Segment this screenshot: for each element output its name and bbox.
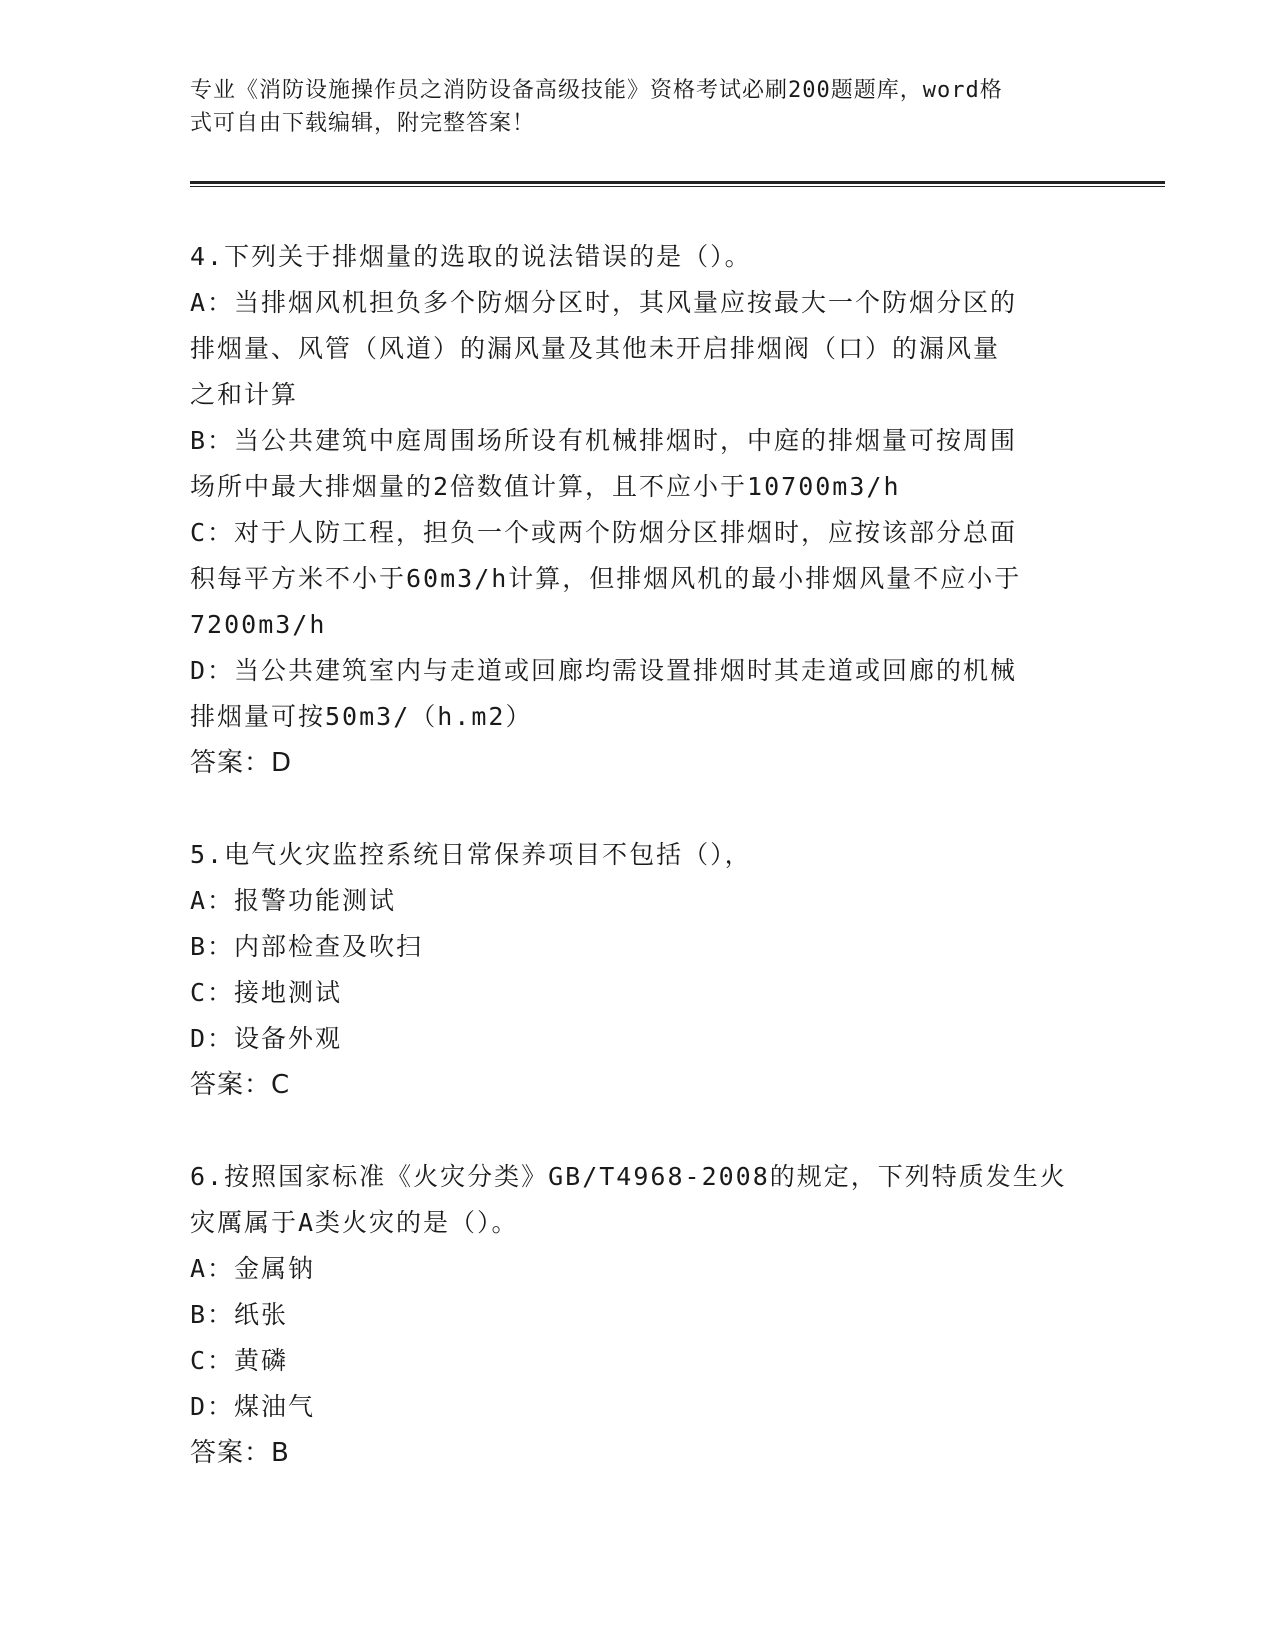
option-line: A：报警功能测试	[190, 886, 397, 915]
question-list	[190, 234, 1090, 1476]
option-d	[190, 1016, 1090, 1062]
header-divider-thick	[190, 181, 1165, 184]
option-line: 7200m3/h	[190, 610, 327, 639]
option-a	[190, 1246, 1090, 1292]
question-5	[190, 832, 1090, 1108]
option-a	[190, 878, 1090, 924]
answer-label: 答案：D	[190, 748, 293, 778]
option-line: 排烟量可按50m3/（h.m2）	[190, 702, 533, 731]
question-6	[190, 1154, 1090, 1476]
answer-label: 答案：C	[190, 1070, 291, 1100]
option-b	[190, 1292, 1090, 1338]
option-b	[190, 418, 1090, 510]
question-stem: 6.按照国家标准《火灾分类》GB/T4968-2008的规定，下列特质发生火	[190, 1162, 1067, 1191]
option-line: 之和计算	[190, 380, 299, 409]
option-line: 排烟量、风管（风道）的漏风量及其他未开启排烟阀（口）的漏风量	[190, 334, 1001, 363]
option-c	[190, 970, 1090, 1016]
option-line: C：接地测试	[190, 978, 343, 1007]
option-line: A：金属钠	[190, 1254, 316, 1283]
header-divider-thin	[190, 186, 1165, 187]
question-stem: 5.电气火灾监控系统日常保养项目不包括（），	[190, 840, 752, 869]
option-line: C：对于人防工程，担负一个或两个防烟分区排烟时，应按该部分总面	[190, 518, 1018, 547]
answer-label: 答案：B	[190, 1438, 290, 1468]
question-stem: 4.下列关于排烟量的选取的说法错误的是（）。	[190, 242, 752, 271]
option-line: B：纸张	[190, 1300, 289, 1329]
question-4	[190, 234, 1090, 786]
option-line: D：设备外观	[190, 1024, 343, 1053]
document-header	[190, 74, 1090, 140]
option-d	[190, 648, 1090, 740]
option-c	[190, 1338, 1090, 1384]
option-d	[190, 1384, 1090, 1430]
question-stem: 灾厲属于A类火灾的是（）。	[190, 1208, 519, 1237]
option-line: 积每平方米不小于60m3/h计算，但排烟风机的最小排烟风量不应小于	[190, 564, 1022, 593]
option-line: 场所中最大排烟量的2倍数值计算，且不应小于10700m3/h	[190, 472, 901, 501]
option-line: B：内部检查及吹扫	[190, 932, 424, 961]
option-c	[190, 510, 1090, 648]
option-line: D：煤油气	[190, 1392, 316, 1421]
option-line: D：当公共建筑室内与走道或回廊均需设置排烟时其走道或回廊的机械	[190, 656, 1018, 685]
option-b	[190, 924, 1090, 970]
header-line: 专业《消防设施操作员之消防设备高级技能》资格考试必刷200题题库，word格	[190, 78, 1003, 103]
option-a	[190, 280, 1090, 418]
option-line: C：黄磷	[190, 1346, 289, 1375]
header-line: 式可自由下载编辑，附完整答案！	[190, 111, 536, 136]
option-line: B：当公共建筑中庭周围场所设有机械排烟时，中庭的排烟量可按周围	[190, 426, 1018, 455]
option-line: A：当排烟风机担负多个防烟分区时，其风量应按最大一个防烟分区的	[190, 288, 1018, 317]
